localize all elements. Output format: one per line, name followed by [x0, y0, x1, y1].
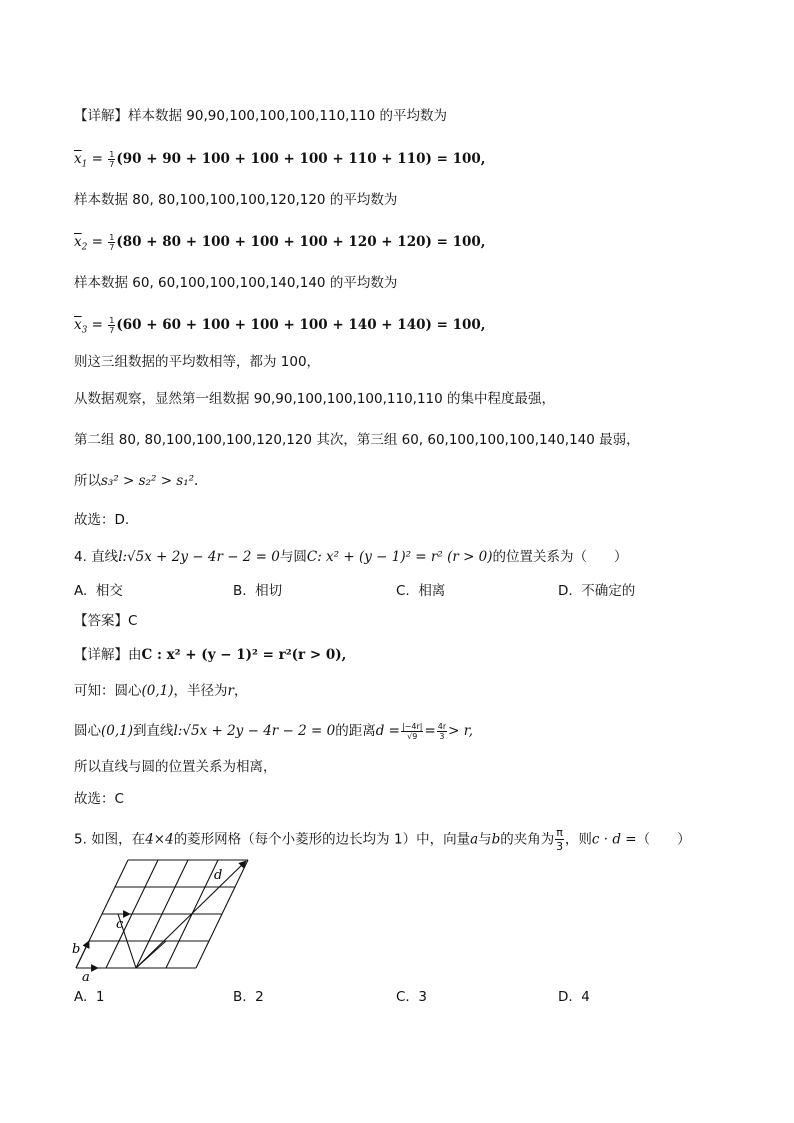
- distance-symbol: d =: [375, 723, 400, 739]
- text: 由: [128, 647, 142, 663]
- text: 的位置关系为（ ）: [492, 549, 628, 565]
- detail-line: [74, 681, 247, 701]
- fraction: [108, 233, 115, 252]
- option-text: 相离: [418, 583, 446, 599]
- question-5-stem: [74, 826, 691, 853]
- mean-expression: (90 + 90 + 100 + 100 + 100 + 110 + 110) = 100,: [116, 151, 486, 167]
- question-4-stem: [74, 547, 628, 567]
- detail-line-2: 样本数据 80, 80,100,100,100,120,120 的平均数为: [74, 192, 398, 208]
- answer-line: [74, 611, 137, 631]
- option-label: A.: [74, 989, 88, 1005]
- inequality: > r,: [448, 723, 474, 739]
- mean-formula-1: $\overline{x}_1$ = $\frac{1}{7}$ (90 + 90 + 100 + 100 + 100 + 110 + 110) = 100,: [74, 149, 486, 170]
- fraction-den: √9: [407, 731, 418, 741]
- option-c[interactable]: [396, 987, 427, 1007]
- detail-line-5: 从数据观察，显然第一组数据 90,90,100,100,100,110,110 的集中程度最强，: [74, 391, 556, 407]
- option-b[interactable]: [233, 581, 282, 601]
- rhombus-grid-figure: [68, 852, 268, 982]
- variance-inequality: s₃² > s₂² > s₁².: [101, 473, 199, 489]
- line-equation: l:√5x + 2y − 4r − 2 = 0: [118, 549, 280, 565]
- text: 与: [478, 831, 492, 848]
- angle-fraction: [555, 826, 564, 853]
- text: 的菱形网格（每个小菱形的边长均为 1）中，向量: [173, 831, 471, 848]
- fraction-num: 4r: [437, 721, 447, 731]
- answer-line: 故选：C: [74, 791, 124, 807]
- fraction-den: 7: [109, 159, 115, 169]
- text: 可知：圆心: [74, 683, 142, 699]
- fraction: [108, 316, 115, 335]
- fraction: [437, 722, 447, 741]
- text: ，半径为: [173, 683, 228, 699]
- option-a[interactable]: [74, 581, 123, 601]
- detail-line-3: 样本数据 60, 60,100,100,100,140,140 的平均数为: [74, 275, 398, 291]
- mean-formula-3: $\overline{x}_3$ = $\frac{1}{7}$ (60 + 60 + 100 + 100 + 100 + 140 + 140) = 100,: [74, 315, 486, 336]
- fraction-num: 1: [109, 149, 115, 159]
- option-label: A.: [74, 583, 88, 599]
- option-label: C.: [396, 989, 410, 1005]
- detail-line-1: [74, 106, 447, 126]
- option-text: 1: [95, 989, 105, 1005]
- option-text: 相交: [95, 583, 123, 599]
- label-d: d: [214, 868, 223, 883]
- fraction: [108, 150, 115, 169]
- mean-symbol: $\overline{x}$: [74, 234, 82, 250]
- equals: =: [424, 723, 436, 739]
- option-d[interactable]: [558, 581, 635, 601]
- text: ，则: [564, 831, 592, 848]
- option-label: D.: [558, 989, 573, 1005]
- option-text: 4: [581, 989, 590, 1005]
- distance-line: [74, 721, 473, 741]
- option-label: B.: [233, 989, 247, 1005]
- option-d[interactable]: [558, 987, 590, 1007]
- option-a[interactable]: [74, 987, 104, 1007]
- fraction: [401, 722, 423, 741]
- option-label: D.: [558, 583, 573, 599]
- option-label: B.: [233, 583, 247, 599]
- text: 的距离: [335, 723, 376, 739]
- line-equation: l:√5x + 2y − 4r − 2 = 0: [173, 723, 336, 739]
- mean-symbol: $\overline{x}$: [74, 151, 82, 167]
- detail-label: 【详解】: [74, 647, 128, 663]
- text: 直线: [91, 549, 119, 565]
- text: 的夹角为: [500, 831, 555, 848]
- option-c[interactable]: [396, 581, 445, 601]
- fraction-num: 1: [109, 315, 115, 325]
- text: 所以: [74, 473, 101, 489]
- text: 与圆: [279, 549, 307, 565]
- circle-center: (0,1): [141, 683, 174, 699]
- grid-size: 4×4: [145, 831, 174, 848]
- circle-equation: C: x² + (y − 1)² = r² (r > 0): [306, 549, 493, 565]
- mean-formula-2: $\overline{x}_2$ = $\frac{1}{7}$ (80 + 80 + 100 + 100 + 100 + 120 + 120) = 100,: [74, 232, 486, 253]
- label-c: c: [116, 917, 124, 932]
- answer-label: 【答案】: [74, 613, 128, 629]
- mean-expression: (80 + 80 + 100 + 100 + 100 + 120 + 120) = 100,: [116, 234, 486, 250]
- detail-line: 所以直线与圆的位置关系为相离，: [74, 759, 277, 775]
- detail-line-7: [74, 471, 198, 491]
- option-b[interactable]: [233, 987, 264, 1007]
- fraction-num: |−4r|: [401, 721, 423, 731]
- fraction-num: π: [556, 826, 563, 839]
- answer-line: 故选：D.: [74, 512, 130, 528]
- circle-center: (0,1): [101, 723, 134, 739]
- fraction-den: 3: [556, 840, 564, 853]
- option-label: C.: [396, 583, 410, 599]
- detail-label: 【详解】: [74, 108, 128, 124]
- detail-line-6: 第二组 80, 80,100,100,100,120,120 其次，第三组 60, 60,100,100,100,140,140 最弱，: [74, 432, 640, 448]
- mean-subscript: 3: [81, 325, 88, 336]
- fraction-den: 7: [109, 242, 115, 252]
- fraction-den: 7: [109, 325, 115, 335]
- question-number: 4.: [74, 549, 87, 565]
- detail-text: 样本数据 90,90,100,100,100,110,110 的平均数为: [128, 108, 448, 124]
- text: （ ）: [636, 831, 691, 848]
- fraction-den: 3: [439, 731, 445, 741]
- text: ，: [233, 683, 248, 699]
- dot-product: c · d =: [591, 831, 637, 848]
- option-text: 2: [255, 989, 264, 1005]
- radius: r: [227, 683, 234, 699]
- option-text: 3: [418, 989, 427, 1005]
- option-text: 不确定的: [581, 583, 636, 599]
- vector-a: a: [470, 831, 479, 848]
- vector-b: b: [491, 831, 501, 848]
- question-number: 5.: [74, 831, 87, 848]
- circle-equation: C : x² + (y − 1)² = r²(r > 0),: [141, 647, 347, 663]
- mean-symbol: $\overline{x}$: [74, 317, 82, 333]
- detail-line: [74, 645, 346, 665]
- detail-line-4: 则这三组数据的平均数相等，都为 100，: [74, 354, 321, 370]
- answer-value: C: [128, 613, 138, 629]
- text: 如图，在: [91, 831, 146, 848]
- mean-expression: (60 + 60 + 100 + 100 + 100 + 140 + 140) = 100,: [116, 317, 486, 333]
- text: 圆心: [74, 723, 101, 739]
- fraction-num: 1: [109, 232, 115, 242]
- label-b: b: [72, 942, 81, 957]
- mean-subscript: 1: [81, 159, 88, 170]
- option-text: 相切: [255, 583, 283, 599]
- mean-subscript: 2: [81, 242, 88, 253]
- text: 到直线: [133, 723, 174, 739]
- label-a: a: [82, 970, 90, 982]
